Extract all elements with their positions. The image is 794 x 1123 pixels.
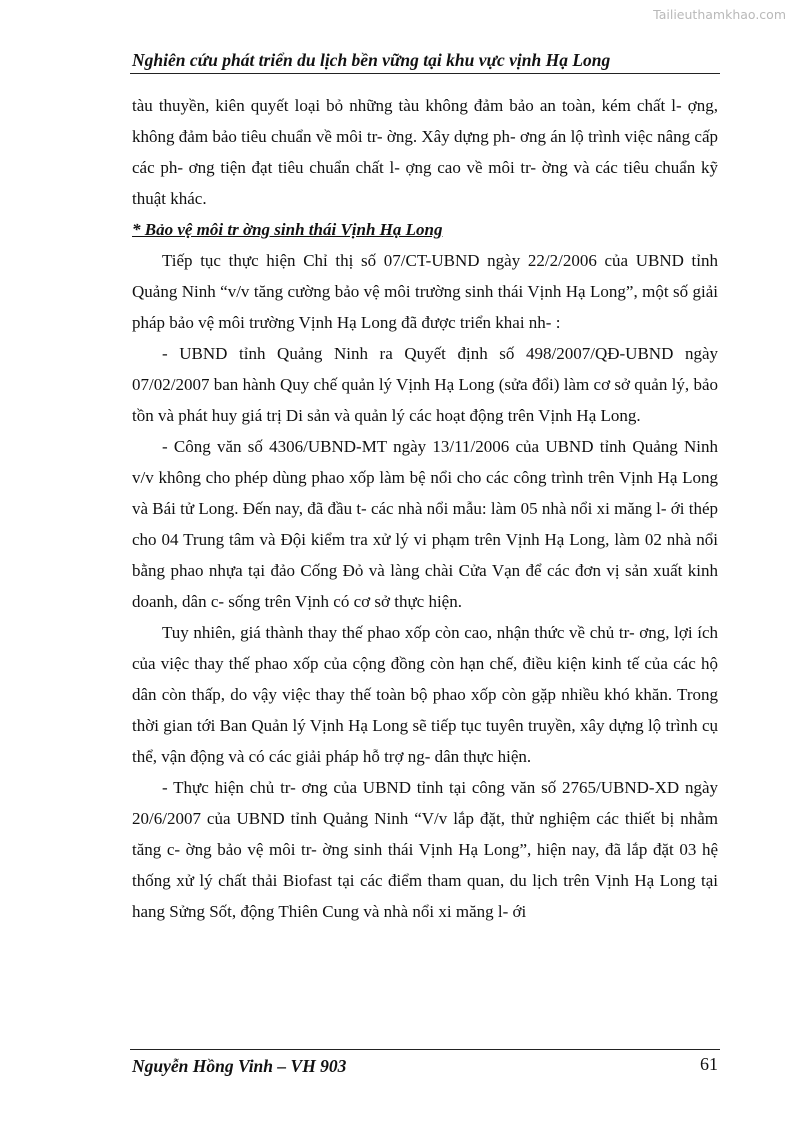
paragraph-directive: Tiếp tục thực hiện Chỉ thị số 07/CT-UBND ngày 22/2/2006 của UBND tỉnh Quảng Ninh “v/v tăng cường bảo vệ môi trường sinh thái Vịnh Hạ Long”, một số giải pháp bảo vệ môi trường Vịnh Hạ Long đã được triển khai nh- : xyxy=(132,251,718,332)
section-heading: * Bảo vệ môi tr ờng sinh thái Vịnh Hạ Long xyxy=(132,220,443,239)
document-body xyxy=(132,90,718,927)
watermark: Tailieuthamkhao.com xyxy=(653,7,786,22)
running-header: Nghiên cứu phát triển du lịch bền vững tại khu vực vịnh Hạ Long xyxy=(132,50,611,70)
paragraph-official-letter: - Công văn số 4306/UBND-MT ngày 13/11/2006 của UBND tỉnh Quảng Ninh v/v không cho phép dùng phao xốp làm bệ nổi cho các công trình trên Vịnh Hạ Long và Bái tử Long. Đến nay, đã đầu t- các nhà nổi mẫu: làm 05 nhà nổi xi măng l- ới thép cho 04 Trung tâm và Đội kiểm tra xử lý vi phạm trên Vịnh Hạ Long, làm 02 nhà nổi bằng phao nhựa tại đảo Cống Đỏ và làng chài Cửa Vạn để các đơn vị sản xuất kinh doanh, dân c- sống trên Vịnh có cơ sở thực hiện. xyxy=(132,437,718,611)
page-number: 61 xyxy=(700,1054,718,1074)
footer-divider xyxy=(130,1049,720,1050)
header-divider xyxy=(130,73,720,74)
paragraph-implementation: - Thực hiện chủ tr- ơng của UBND tỉnh tại công văn số 2765/UBND-XD ngày 20/6/2007 của UBND tỉnh Quảng Ninh “V/v lắp đặt, thử nghiệm các thiết bị nhằm tăng c- ờng bảo vệ môi tr- ờng sinh thái Vịnh Hạ Long”, hiện nay, đã lắp đặt 03 hệ thống xử lý chất thải Biofast tại các điểm tham quan, du lịch trên Vịnh Hạ Long tại hang Sửng Sốt, động Thiên Cung và nhà nổi xi măng l- ới xyxy=(132,778,718,921)
footer-author: Nguyễn Hồng Vinh – VH 903 xyxy=(132,1056,347,1076)
paragraph-continuation: tàu thuyền, kiên quyết loại bỏ những tàu không đảm bảo an toàn, kém chất l- ợng, không đảm bảo tiêu chuẩn về môi tr- ờng. Xây dựng ph- ơng án lộ trình việc nâng cấp các ph- ơng tiện đạt tiêu chuẩn chất l- ợng cao về môi tr- ờng và các tiêu chuẩn kỹ thuật khác. xyxy=(132,96,718,208)
paragraph-decision: - UBND tỉnh Quảng Ninh ra Quyết định số 498/2007/QĐ-UBND ngày 07/02/2007 ban hành Quy chế quản lý Vịnh Hạ Long (sửa đổi) làm cơ sở quản lý, bảo tồn và phát huy giá trị Di sản và quản lý các hoạt động trên Vịnh Hạ Long. xyxy=(132,344,718,425)
paragraph-challenges: Tuy nhiên, giá thành thay thế phao xốp còn cao, nhận thức về chủ tr- ơng, lợi ích của việc thay thế phao xốp của cộng đồng còn hạn chế, điều kiện kinh tế của các hộ dân còn thấp, do vậy việc thay thế toàn bộ phao xốp còn gặp nhiều khó khăn. Trong thời gian tới Ban Quản lý Vịnh Hạ Long sẽ tiếp tục tuyên truyền, xây dựng lộ trình cụ thể, vận động và có các giải pháp hỗ trợ ng- dân thực hiện. xyxy=(132,623,718,766)
